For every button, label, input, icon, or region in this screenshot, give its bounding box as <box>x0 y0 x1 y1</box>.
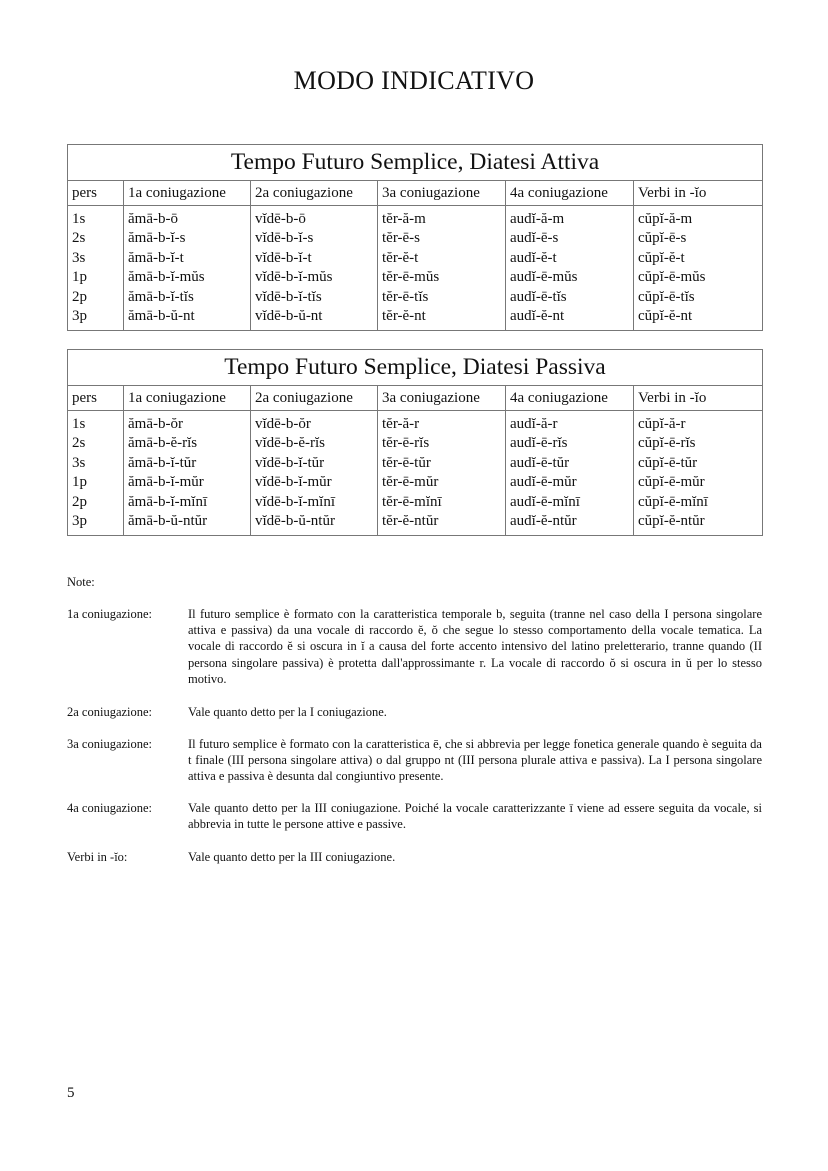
cell-value: audĭ-ē-s <box>510 230 559 247</box>
note-3a-coniugazione <box>67 736 762 785</box>
note-text: Il futuro semplice è formato con la caratteristica temporale b, seguita (tranne nel caso della I persona singolare attiva e passiva) da una vocale di raccordo ĕ, ŏ che segue lo stesso comportamento della vocale tematica. La vocale di raccordo ĕ si oscura in ĭ a causa del forte accento intensivo del latino preletterario, tranne quando (II persona singolare passiva) è protetta dall'approssimante r. La vocale di raccordo ŏ si oscura in ŭ per lo stesso motivo. <box>188 607 762 686</box>
cell-value: audĭ-ē-tĭs <box>510 288 567 305</box>
cell-value: ămā-b-ĭ-tĭs <box>128 288 194 305</box>
conjugation-cell-3a <box>378 411 506 536</box>
conjugation-cell-io <box>634 411 763 536</box>
column-header-4a: 4a coniugazione <box>506 386 634 411</box>
column-header-4a: 4a coniugazione <box>506 181 634 206</box>
cell-value: vĭdē-b-ĕ-rĭs <box>255 435 325 452</box>
note-1a-coniugazione <box>67 606 762 687</box>
cell-value: ămā-b-ĕ-rĭs <box>128 435 198 452</box>
page-title: MODO INDICATIVO <box>293 66 535 95</box>
cell-value: vĭdē-b-ō <box>255 211 306 227</box>
cell-value: tĕr-ē-mĭnī <box>382 493 442 510</box>
cell-value: vĭdē-b-ĭ-s <box>255 230 314 247</box>
cell-value: cŭpĭ-ă-m <box>638 211 693 227</box>
cell-value: ămā-b-ō <box>128 211 178 227</box>
cell-value: audĭ-ē-tŭr <box>510 454 570 471</box>
note-key: 3a coniugazione: <box>67 737 153 751</box>
cell-value: ămā-b-ĭ-mŭr <box>128 474 204 491</box>
note-text: Vale quanto detto per la I coniugazione. <box>188 705 387 719</box>
note-text: Vale quanto detto per la III coniugazione. Poiché la vocale caratterizzante ī viene ad essere seguita da vocale, si abbrevia in tutte le persone attive e passive. <box>188 801 762 832</box>
column-header-2a: 2a coniugazione <box>251 386 378 411</box>
page-number: 5 <box>67 1085 75 1101</box>
column-header-3a: 3a coniugazione <box>378 386 506 411</box>
note-text: Vale quanto detto per la III coniugazione. <box>188 850 396 864</box>
cell-value: cŭpĭ-ē-tĭs <box>638 288 695 305</box>
cell-value: vĭdē-b-ŏr <box>255 416 311 432</box>
cell-value: 3p <box>72 513 87 530</box>
cell-value: tĕr-ē-tĭs <box>382 288 429 305</box>
cell-value: 2s <box>72 230 86 247</box>
cell-value: tĕr-ă-m <box>382 211 426 227</box>
note-key: Verbi in -ĭo: <box>67 850 128 864</box>
cell-value: tĕr-ē-s <box>382 230 421 247</box>
note-2a-coniugazione <box>67 704 762 720</box>
cell-value: audĭ-ĕ-nt <box>510 308 565 325</box>
conjugation-cell-3a <box>378 206 506 331</box>
cell-value: cŭpĭ-ĕ-ntŭr <box>638 513 705 530</box>
cell-value: vĭdē-b-ŭ-nt <box>255 308 323 325</box>
cell-value: tĕr-ē-mŭr <box>382 474 439 491</box>
conjugation-cell-2a <box>251 411 378 536</box>
conjugation-cell-4a <box>506 411 634 536</box>
conjugation-cell-1a <box>124 206 251 331</box>
cell-value: cŭpĭ-ĕ-t <box>638 249 685 266</box>
cell-value: 1s <box>72 416 86 432</box>
conjugation-cell-4a <box>506 206 634 331</box>
cell-value: vĭdē-b-ŭ-ntŭr <box>255 513 335 530</box>
column-header-io: Verbi in -ĭo <box>634 181 763 206</box>
column-header-io: Verbi in -ĭo <box>634 386 763 411</box>
cell-value: ămā-b-ĭ-tŭr <box>128 454 197 471</box>
future-passive-table <box>67 349 763 536</box>
note-text: Il futuro semplice è formato con la caratteristica ē, che si abbrevia per legge fonetica generale quando è seguita da t finale (III persona singolare attiva) o dal gruppo nt (III persona plurale attiva e passiva). La I persona singolare attiva e passiva è desunta dal congiuntivo presente. <box>188 737 762 784</box>
cell-value: vĭdē-b-ĭ-t <box>255 249 312 266</box>
column-header-1a: 1a coniugazione <box>124 386 251 411</box>
cell-value: ămā-b-ĭ-mŭs <box>128 269 205 286</box>
cell-value: 2p <box>72 493 87 510</box>
cell-value: 3s <box>72 249 86 266</box>
notes-label: Note: <box>67 575 95 589</box>
note-key: 1a coniugazione: <box>67 607 153 621</box>
cell-value: 1p <box>72 269 87 286</box>
cell-value: cŭpĭ-ē-s <box>638 230 687 247</box>
cell-value: ămā-b-ĭ-mĭnī <box>128 493 208 510</box>
cell-value: 1s <box>72 211 86 227</box>
cell-value: tĕr-ă-r <box>382 416 420 432</box>
conjugation-cell-io <box>634 206 763 331</box>
note-key: 2a coniugazione: <box>67 705 153 719</box>
table-caption: Tempo Futuro Semplice, Diatesi Passiva <box>68 350 763 386</box>
cell-value: audĭ-ē-mŭs <box>510 269 578 286</box>
cell-value: tĕr-ĕ-ntŭr <box>382 513 439 530</box>
future-active-table <box>67 144 763 331</box>
cell-value: audĭ-ă-r <box>510 416 558 432</box>
cell-value: vĭdē-b-ĭ-mŭr <box>255 474 332 491</box>
cell-value: audĭ-ē-mŭr <box>510 474 577 491</box>
cell-value: cŭpĭ-ē-mĭnī <box>638 493 708 510</box>
note-verbi-in-io <box>67 849 762 865</box>
cell-value: vĭdē-b-ĭ-tŭr <box>255 454 325 471</box>
cell-value: cŭpĭ-ē-mŭr <box>638 474 705 491</box>
cell-value: audĭ-ĕ-ntŭr <box>510 513 577 530</box>
cell-value: ămā-b-ĭ-t <box>128 249 184 266</box>
cell-value: audĭ-ē-mĭnī <box>510 493 580 510</box>
column-header-1a: 1a coniugazione <box>124 181 251 206</box>
cell-value: vĭdē-b-ĭ-mŭs <box>255 269 333 286</box>
cell-value: 1p <box>72 474 87 491</box>
cell-value: tĕr-ĕ-t <box>382 249 419 266</box>
persons-cell <box>68 206 124 331</box>
note-4a-coniugazione <box>67 800 762 832</box>
cell-value: ămā-b-ŭ-nt <box>128 308 195 325</box>
cell-value: tĕr-ē-tŭr <box>382 454 431 471</box>
column-header-3a: 3a coniugazione <box>378 181 506 206</box>
cell-value: 3p <box>72 308 87 325</box>
cell-value: cŭpĭ-ē-mŭs <box>638 269 706 286</box>
cell-value: audĭ-ē-rĭs <box>510 435 568 452</box>
cell-value: tĕr-ē-rĭs <box>382 435 430 452</box>
cell-value: ămā-b-ŭ-ntŭr <box>128 513 208 530</box>
cell-value: cŭpĭ-ē-rĭs <box>638 435 696 452</box>
column-header-pers: pers <box>68 181 124 206</box>
cell-value: vĭdē-b-ĭ-tĭs <box>255 288 322 305</box>
cell-value: audĭ-ĕ-t <box>510 249 557 266</box>
note-key: 4a coniugazione: <box>67 801 153 815</box>
cell-value: cŭpĭ-ĕ-nt <box>638 308 693 325</box>
cell-value: cŭpĭ-ē-tŭr <box>638 454 698 471</box>
cell-value: 2s <box>72 435 86 452</box>
column-header-2a: 2a coniugazione <box>251 181 378 206</box>
cell-value: 2p <box>72 288 87 305</box>
table-caption: Tempo Futuro Semplice, Diatesi Attiva <box>68 145 763 181</box>
cell-value: audĭ-ă-m <box>510 211 565 227</box>
conjugation-cell-1a <box>124 411 251 536</box>
cell-value: ămā-b-ĭ-s <box>128 230 186 247</box>
cell-value: cŭpĭ-ă-r <box>638 416 686 432</box>
conjugation-cell-2a <box>251 206 378 331</box>
cell-value: tĕr-ē-mŭs <box>382 269 440 286</box>
persons-cell <box>68 411 124 536</box>
cell-value: tĕr-ĕ-nt <box>382 308 426 325</box>
cell-value: vĭdē-b-ĭ-mĭnī <box>255 493 335 510</box>
column-header-pers: pers <box>68 386 124 411</box>
cell-value: ămā-b-ŏr <box>128 416 183 432</box>
cell-value: 3s <box>72 454 86 471</box>
